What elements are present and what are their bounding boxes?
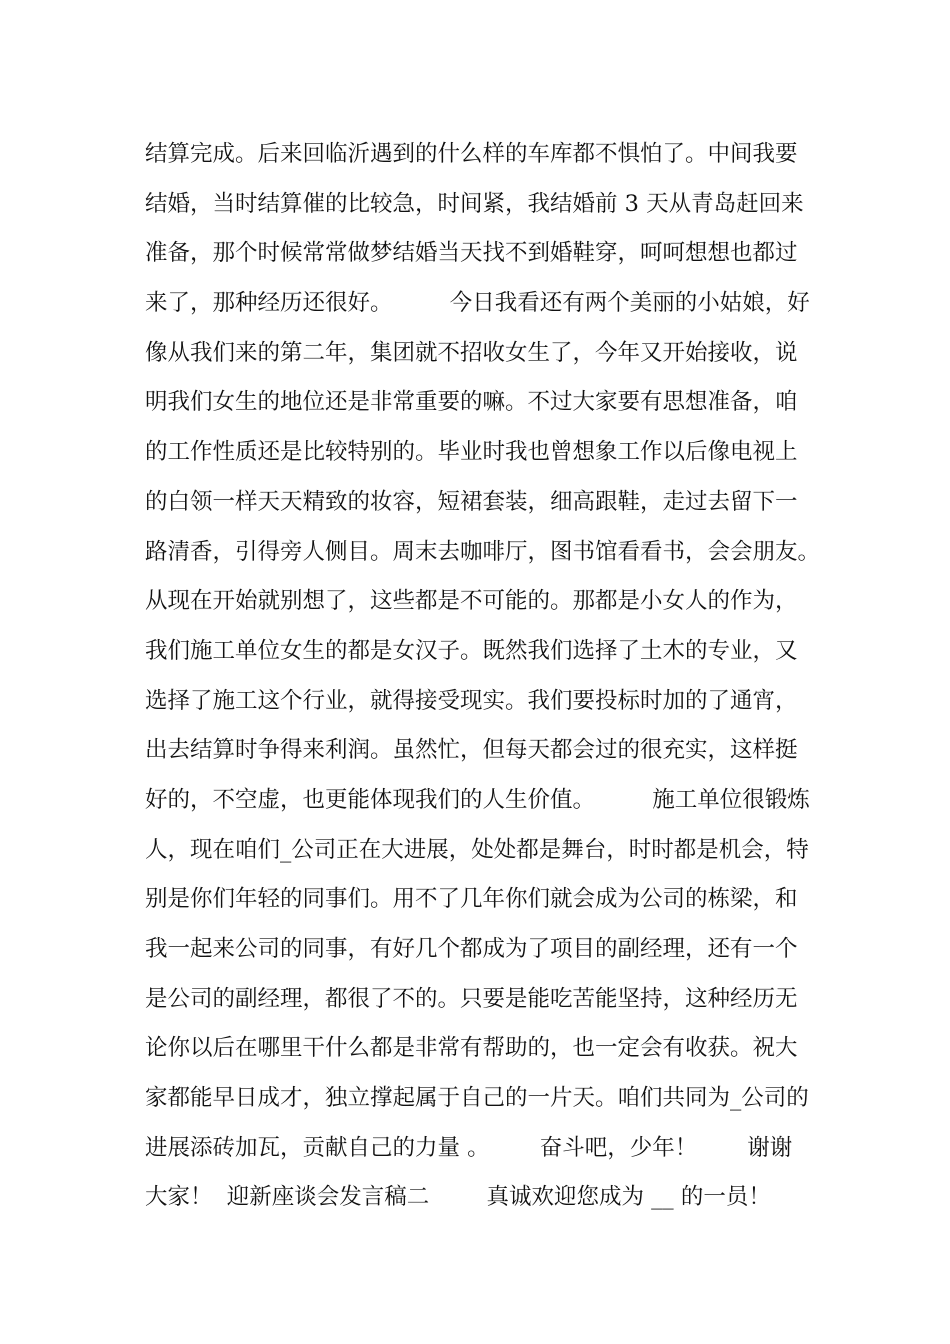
text-line: 人，现在咱们_公司正在大进展，处处都是舞台，时时都是机会，特 (145, 836, 809, 863)
text-line: 像从我们来的第二年，集团就不招收女生了，今年又开始接收，说 (145, 339, 798, 366)
text-line: 结婚，当时结算催的比较急，时间紧，我结婚前 3 天从青岛赶回来 (145, 190, 804, 217)
text-line: 选择了施工这个行业，就得接受现实。我们要投标时加的了通宵， (145, 687, 798, 714)
text-line: 我们施工单位女生的都是女汉子。既然我们选择了土木的专业，又 (145, 637, 798, 664)
text-line: 大家！ 迎新座谈会发言稿二 真诚欢迎您成为 __ 的一员！ (145, 1184, 771, 1211)
text-line: 的工作性质还是比较特别的。毕业时我也曾想象工作以后像电视上 (145, 439, 798, 466)
text-line: 结算完成。后来回临沂遇到的什么样的车库都不惧怕了。中间我要 (145, 141, 798, 167)
text-line: 的白领一样天天精致的妆容，短裙套装，细高跟鞋，走过去留下一 (145, 488, 798, 515)
text-line: 是公司的副经理，都很了不的。只要是能吃苦能坚持，这种经历无 (145, 985, 798, 1012)
text-line: 准备，那个时候常常做梦结婚当天找不到婚鞋穿，呵呵想想也都过 (145, 240, 798, 267)
text-line: 好的，不空虚，也更能体现我们的人生价值。 施工单位很锻炼 (145, 786, 810, 813)
text-line: 明我们女生的地位还是非常重要的嘛。不过大家要有思想准备，咱 (145, 389, 798, 416)
text-line: 从现在开始就别想了，这些都是不可能的。那都是小女人的作为， (145, 588, 798, 615)
text-line: 别是你们年轻的同事们。用不了几年你们就会成为公司的栋梁，和 (145, 886, 798, 913)
text-line: 来了，那种经历还很好。 今日我看还有两个美丽的小姑娘，好 (145, 290, 810, 317)
body-text (145, 130, 825, 1223)
text-line: 进展添砖加瓦，贡献自己的力量 。 奋斗吧，少年！ 谢谢 (145, 1134, 793, 1161)
text-line: 出去结算时争得来利润。虽然忙，但每天都会过的很充实，这样挺 (145, 737, 798, 764)
text-line: 路清香，引得旁人侧目。周末去咖啡厅，图书馆看看书，会会朋友。 (145, 538, 821, 565)
text-line: 我一起来公司的同事，有好几个都成为了项目的副经理，还有一个 (145, 936, 798, 962)
text-line: 论你以后在哪里干什么都是非常有帮助的，也一定会有收获。祝大 (145, 1035, 798, 1062)
text-line: 家都能早日成才，独立撑起属于自己的一片天。咱们共同为_公司的 (145, 1085, 809, 1112)
